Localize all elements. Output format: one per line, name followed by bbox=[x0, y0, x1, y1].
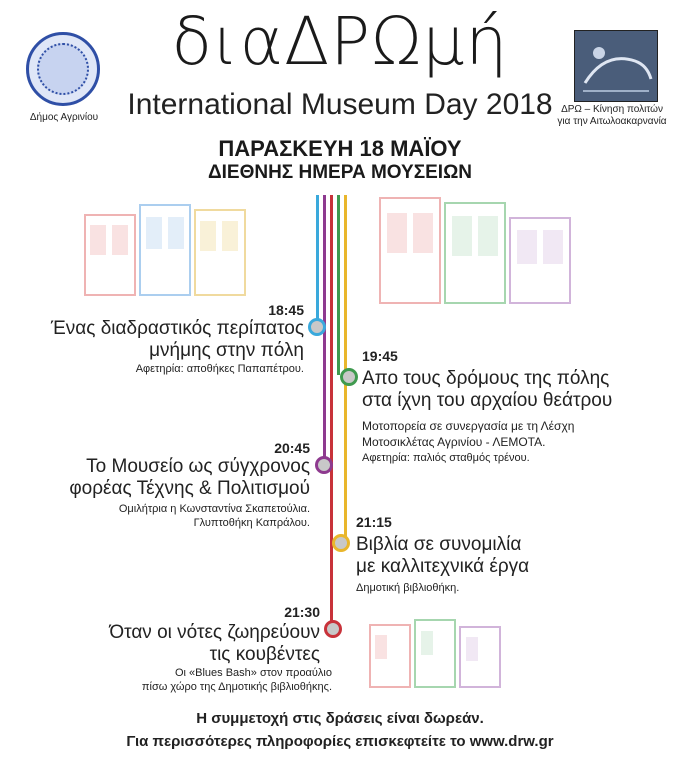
event-title bbox=[362, 368, 662, 412]
event-description-line-3: Αφετηρία: παλιός σταθμός τρένου. bbox=[362, 452, 530, 464]
event-description-line-1: Ομιλήτρια η Κωνσταντίνα Σκαπετούλια. bbox=[118, 503, 310, 515]
right-logo-caption-line-1: ΔΡΩ – Κίνηση πολιτών bbox=[561, 104, 663, 115]
event-title-line-1: Βιβλία σε συνομιλία bbox=[356, 534, 522, 555]
event-description: Δημοτική βιβλιοθήκη. bbox=[356, 582, 460, 594]
event-description-line-2: πίσω χώρο της Δημοτικής βιβλιοθήκης. bbox=[141, 681, 332, 693]
timeline-dot-1945 bbox=[340, 368, 358, 386]
right-logo-caption bbox=[548, 104, 676, 128]
event-title bbox=[20, 456, 310, 500]
background-buildings-left bbox=[80, 185, 250, 305]
event-title-line-1: Απο τους δρόμους της πόλης bbox=[362, 368, 610, 389]
event-title bbox=[30, 622, 320, 666]
left-logo-caption: Δήμος Αγρινίου bbox=[29, 112, 99, 123]
event-title-line-2: μνήμης στην πόλη bbox=[149, 340, 304, 361]
right-logo-caption-line-2: για την Αιτωλοακαρνανία bbox=[557, 116, 667, 127]
municipality-seal-logo bbox=[26, 32, 100, 106]
timeline-dot-2115 bbox=[332, 534, 350, 552]
event-title-line-2: στα ίχνη του αρχαίου θεάτρου bbox=[362, 390, 613, 411]
timeline-line-cyan bbox=[316, 195, 319, 330]
event-title-line-2: φορέας Τέχνης & Πολιτισμού bbox=[69, 478, 310, 499]
event-description bbox=[362, 418, 662, 466]
timeline-dot-2130 bbox=[324, 620, 342, 638]
timeline-dot-2045 bbox=[315, 456, 333, 474]
event-description-line-2: Γλυπτοθήκη Καπράλου. bbox=[193, 517, 310, 529]
event-time: 20:45 bbox=[274, 440, 310, 456]
event-title bbox=[356, 534, 656, 578]
event-time: 18:45 bbox=[268, 302, 304, 318]
timeline-line-green bbox=[337, 195, 340, 375]
event-time: 21:15 bbox=[356, 514, 392, 530]
event-date: ΠΑΡΑΣΚΕΥΗ 18 ΜΑΪΟΥ bbox=[218, 136, 462, 161]
timeline-dot-1845 bbox=[308, 318, 326, 336]
event-title bbox=[20, 318, 304, 362]
footer-free-participation: Η συμμετοχή στις δράσεις είναι δωρεάν. bbox=[196, 710, 484, 727]
event-time: 19:45 bbox=[362, 348, 398, 364]
event-title-line-2: τις κουβέντες bbox=[209, 644, 320, 665]
event-description bbox=[60, 502, 310, 530]
event-title-line-1: Το Μουσείο ως σύγχρονος bbox=[86, 456, 310, 477]
event-day-name: ΔΙΕΘΝΗΣ ΗΜΕΡΑ ΜΟΥΣΕΙΩΝ bbox=[207, 162, 473, 183]
event-description-line-2: Μοτοσικλέτας Αγρινίου - ΛΕΜΟΤΑ. bbox=[362, 435, 546, 449]
event-title-line-1: Ένας διαδραστικός περίπατος bbox=[50, 318, 304, 339]
event-description-line-1: Οι «Blues Bash» στον προαύλιο bbox=[174, 667, 332, 679]
timeline-line-red bbox=[330, 195, 333, 632]
event-description-line-1: Μοτοπορεία σε συνεργασία με τη Λέσχη bbox=[362, 419, 575, 433]
footer-more-info: Για περισσότερες πληροφορίες επισκεφτείτε το www.drw.gr bbox=[126, 733, 554, 750]
event-time: 21:30 bbox=[284, 604, 320, 620]
background-buildings-right bbox=[375, 188, 575, 318]
page-subtitle: International Museum Day 2018 bbox=[127, 88, 553, 121]
event-description bbox=[60, 666, 332, 694]
event-title-line-2: με καλλιτεχνικά έργα bbox=[356, 556, 530, 577]
page-title: διαΔΡΩμή bbox=[171, 3, 509, 80]
background-buildings-bottom bbox=[365, 615, 515, 695]
event-title-line-1: Όταν οι νότες ζωηρεύουν bbox=[109, 622, 320, 643]
event-description: Αφετηρία: αποθήκες Παπαπέτρου. bbox=[135, 363, 304, 375]
citizens-movement-logo bbox=[574, 30, 658, 102]
